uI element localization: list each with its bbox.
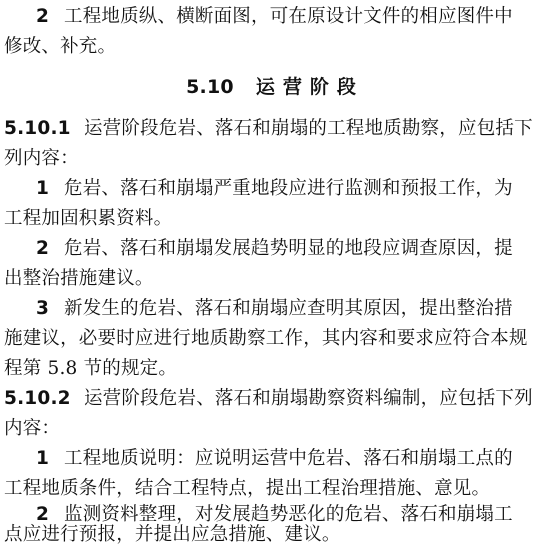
item-number: 2 — [36, 504, 50, 525]
clause-5-10-2 — [0, 384, 550, 414]
clause-number: 5.10.1 — [4, 118, 71, 139]
list-item — [0, 294, 550, 324]
list-item — [0, 2, 550, 32]
item-text-continued: 修改、补充。 — [4, 36, 117, 57]
list-item — [0, 234, 550, 264]
item-text: 监测资料整理，对发展趋势恶化的危岩、落石和崩塌工 — [64, 504, 513, 525]
clause-number: 5.10.2 — [4, 388, 71, 409]
item-text: 工程地质纵、横断面图，可在原设计文件的相应图件中 — [64, 6, 513, 27]
clause-text-continued: 内容： — [4, 418, 61, 439]
item-text: 工程地质说明：应说明运营中危岩、落石和崩塌工点的 — [64, 448, 513, 469]
list-item — [0, 174, 550, 204]
item-text-continued: 出整治措施建议。 — [4, 268, 154, 289]
item-text: 新发生的危岩、落石和崩塌应查明其原因，提出整治措 — [64, 298, 513, 319]
item-text-continued: 程第 5.8 节的规定。 — [4, 358, 178, 379]
clause-text: 运营阶段危岩、落石和崩塌的工程地质勘察，应包括下 — [84, 118, 533, 139]
item-number: 2 — [36, 238, 50, 259]
clause-text: 运营阶段危岩、落石和崩塌勘察资料编制，应包括下列 — [84, 388, 533, 409]
item-number: 3 — [36, 298, 50, 319]
item-number: 2 — [36, 6, 50, 27]
item-number: 1 — [36, 448, 50, 469]
section-heading — [0, 72, 550, 102]
item-text: 危岩、落石和崩塌严重地段应进行监测和预报工作，为 — [64, 178, 513, 199]
section-title: 运营阶段 — [255, 76, 364, 98]
list-item — [0, 444, 550, 474]
item-text-continued: 工程地质条件，结合工程特点，提出工程治理措施、意见。 — [4, 478, 491, 499]
item-text-continued: 工程加固积累资料。 — [4, 208, 173, 229]
item-number: 1 — [36, 178, 50, 199]
section-number: 5.10 — [186, 76, 234, 98]
item-text-continued: 点应进行预报，并提出应急措施、建议。 — [4, 524, 341, 545]
item-text: 危岩、落石和崩塌发展趋势明显的地段应调查原因，提 — [64, 238, 513, 259]
clause-5-10-1 — [0, 114, 550, 144]
item-text-continued: 施建议，必要时应进行地质勘察工作，其内容和要求应符合本规 — [4, 328, 528, 349]
clause-text-continued: 列内容： — [4, 148, 79, 169]
